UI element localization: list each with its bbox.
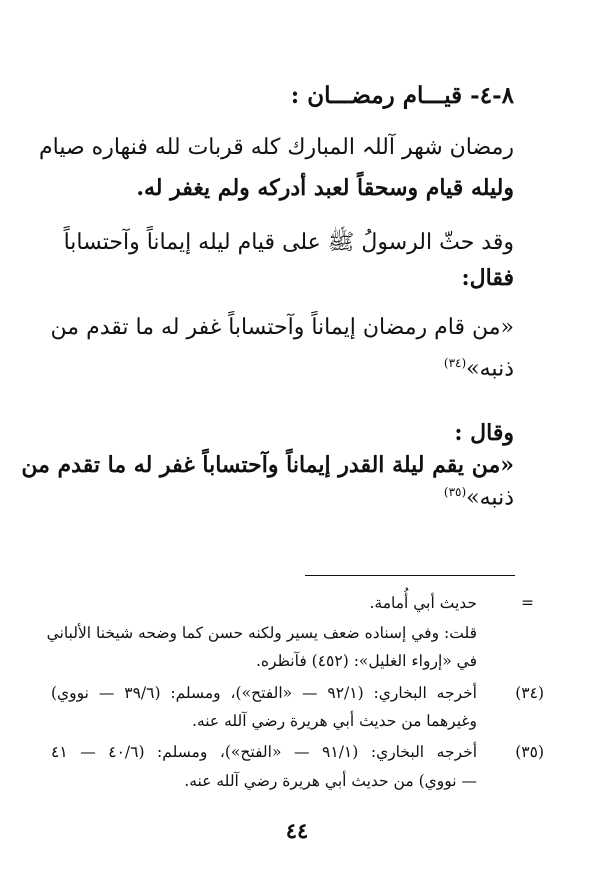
footnote-34-number: (٣٤) <box>515 684 544 702</box>
hadith-quote-2-end: ذنبه» <box>466 485 514 511</box>
hadith-quote-2-line-2 <box>444 485 514 510</box>
paragraph-2-line-1: وقد حثّ الرسولُ ﷺ على قيام ليله إيماناً وآحتساباً <box>63 230 514 255</box>
footnote-35-number: (٣٥) <box>515 743 544 761</box>
footnote-continuation-marker: = <box>521 594 534 612</box>
hadith-quote-1-line-2 <box>444 356 514 381</box>
footnote-separator <box>305 575 515 576</box>
hadith-quote-1-end: ذنبه» <box>466 356 514 382</box>
hadith-quote-1-line-1: «من قام رمضان إيماناً وآحتساباً غفر له ما تقدم من <box>50 315 514 340</box>
section-heading: ٨-٤- قيـــام رمضـــان : <box>290 82 514 109</box>
paragraph-3: وقال : <box>454 420 514 446</box>
footnote-continued-line-3: في «إرواء الغليل»: (٤٥٢) فآنظره. <box>255 652 477 670</box>
page-number: ٤٤ <box>285 818 309 843</box>
footnote-ref-34: (٣٤) <box>443 356 467 370</box>
footnote-continued-line-1: حديث أبي أُمامة. <box>369 594 477 612</box>
footnote-continued-line-2: قلت: وفي إسناده ضعف يسير ولكنه حسن كما وضحه شيخنا الألباني <box>46 624 477 642</box>
hadith-quote-2-line-1: «من يقم ليلة القدر إيماناً وآحتساباً غفر له ما تقدم من <box>21 452 514 478</box>
paragraph-1-line-2: وليله قيام وسحقاً لعبد أدركه ولم يغفر له. <box>136 175 514 201</box>
footnote-35-line-1: أخرجه البخاري: (٩١/١ — «الفتح»)، ومسلم: (٤٠/٦ — ٤١ <box>51 743 477 761</box>
footnote-34-line-1: أخرجه البخاري: (٩٢/١ — «الفتح»)، ومسلم: (٣٩/٦ — نووي) <box>51 684 477 702</box>
footnote-34-line-2: وغيرهما من حديث أبي هريرة رضي آلله عنه. <box>192 712 477 730</box>
footnote-35-line-2: — نووي) من حديث أبي هريرة رضي آلله عنه. <box>184 772 477 790</box>
paragraph-2-line-2: فقال: <box>461 265 514 291</box>
footnote-ref-35: (٣٥) <box>443 485 467 499</box>
paragraph-1-line-1: رمضان شهر آللہ المبارك كله قربات لله فنهاره صيام <box>39 135 514 160</box>
